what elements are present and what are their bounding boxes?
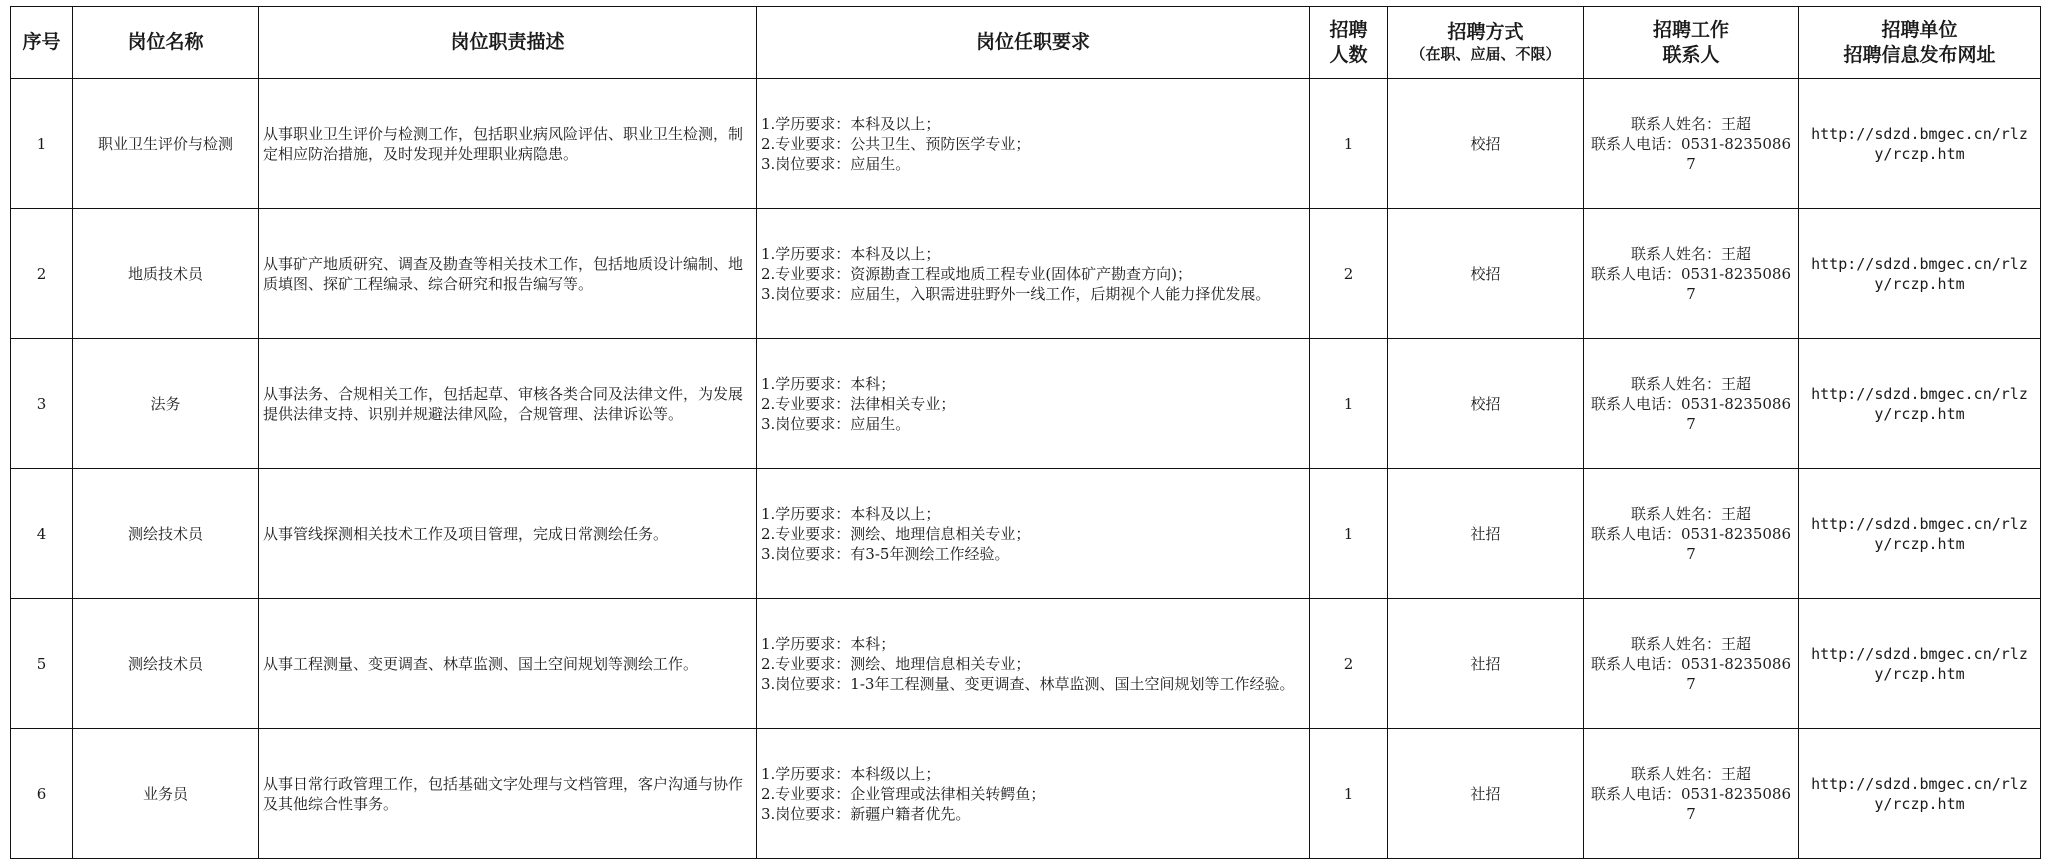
cell-position: 测绘技术员 [73, 599, 259, 729]
cell-requirements [757, 729, 1310, 859]
header-position: 岗位名称 [73, 7, 259, 79]
contact-phone: 联系人电话：0531-82350867 [1590, 784, 1792, 823]
contact-phone: 联系人电话：0531-82350867 [1590, 134, 1792, 173]
contact-phone: 联系人电话：0531-82350867 [1590, 524, 1792, 563]
cell-duties: 从事法务、合规相关工作，包括起草、审核各类合同及法律文件，为发展提供法律支持、识别并规避法律风险，合规管理、法律诉讼等。 [259, 339, 757, 469]
requirement-item: 1.学历要求：本科； [761, 374, 896, 393]
cell-duties: 从事工程测量、变更调查、林草监测、国土空间规划等测绘工作。 [259, 599, 757, 729]
cell-position: 测绘技术员 [73, 469, 259, 599]
requirement-item: 3.岗位要求：应届生。 [761, 414, 911, 433]
requirement-item: 1.学历要求：本科及以上； [761, 504, 941, 523]
contact-name: 联系人姓名：王超 [1630, 374, 1751, 393]
recruitment-table [10, 6, 2041, 859]
cell-contact [1584, 599, 1799, 729]
contact-name: 联系人姓名：王超 [1630, 504, 1751, 523]
contact-name: 联系人姓名：王超 [1630, 634, 1751, 653]
cell-seq: 1 [11, 79, 73, 209]
cell-duties: 从事职业卫生评价与检测工作，包括职业病风险评估、职业卫生检测，制定相应防治措施，及时发现并处理职业病隐患。 [259, 79, 757, 209]
cell-method: 社招 [1388, 729, 1584, 859]
cell-seq: 6 [11, 729, 73, 859]
cell-method: 社招 [1388, 469, 1584, 599]
cell-count: 1 [1310, 339, 1388, 469]
header-count [1310, 7, 1388, 79]
cell-contact [1584, 339, 1799, 469]
header-seq: 序号 [11, 7, 73, 79]
cell-seq: 5 [11, 599, 73, 729]
table-row [11, 729, 2041, 859]
cell-contact [1584, 469, 1799, 599]
header-duties: 岗位职责描述 [259, 7, 757, 79]
requirement-item: 1.学历要求：本科及以上； [761, 244, 941, 263]
header-row [11, 7, 2041, 79]
table-row [11, 79, 2041, 209]
cell-seq: 4 [11, 469, 73, 599]
cell-contact [1584, 729, 1799, 859]
contact-phone: 联系人电话：0531-82350867 [1590, 654, 1792, 693]
table-row [11, 209, 2041, 339]
contact-name: 联系人姓名：王超 [1630, 764, 1751, 783]
cell-url[interactable]: http://sdzd.bmgec.cn/rlzy/rczp.htm [1799, 469, 2041, 599]
contact-phone: 联系人电话：0531-82350867 [1590, 264, 1792, 303]
requirement-item: 2.专业要求：法律相关专业； [761, 394, 956, 413]
cell-duties: 从事矿产地质研究、调查及勘查等相关技术工作，包括地质设计编制、地质填图、探矿工程编录、综合研究和报告编写等。 [259, 209, 757, 339]
cell-method: 校招 [1388, 209, 1584, 339]
requirement-item: 2.专业要求：公共卫生、预防医学专业； [761, 134, 1031, 153]
header-method-line2: （在职、应届、不限） [1410, 45, 1561, 64]
header-contact-line1: 招聘工作 [1652, 18, 1729, 41]
cell-method: 校招 [1388, 79, 1584, 209]
header-contact-line2: 联系人 [1662, 43, 1720, 66]
cell-url[interactable]: http://sdzd.bmgec.cn/rlzy/rczp.htm [1799, 339, 2041, 469]
contact-phone: 联系人电话：0531-82350867 [1590, 394, 1792, 433]
cell-duties: 从事日常行政管理工作，包括基础文字处理与文档管理，客户沟通与协作及其他综合性事务。 [259, 729, 757, 859]
cell-requirements [757, 339, 1310, 469]
table-row [11, 599, 2041, 729]
header-count-line1: 招聘 [1329, 18, 1368, 41]
cell-url[interactable]: http://sdzd.bmgec.cn/rlzy/rczp.htm [1799, 729, 2041, 859]
requirement-item: 3.岗位要求：应届生，入职需进驻野外一线工作，后期视个人能力择优发展。 [761, 284, 1271, 303]
contact-name: 联系人姓名：王超 [1630, 244, 1751, 263]
requirement-item: 3.岗位要求：1-3年工程测量、变更调查、林草监测、国土空间规划等工作经验。 [761, 674, 1295, 693]
requirement-item: 2.专业要求：测绘、地理信息相关专业； [761, 524, 1031, 543]
cell-count: 2 [1310, 209, 1388, 339]
requirement-item: 2.专业要求：企业管理或法律相关转鳄鱼； [761, 784, 1046, 803]
requirement-item: 2.专业要求：测绘、地理信息相关专业； [761, 654, 1031, 673]
header-method [1388, 7, 1584, 79]
requirement-item: 1.学历要求：本科； [761, 634, 896, 653]
cell-position: 地质技术员 [73, 209, 259, 339]
header-requirements: 岗位任职要求 [757, 7, 1310, 79]
cell-seq: 2 [11, 209, 73, 339]
requirement-item: 3.岗位要求：有3-5年测绘工作经验。 [761, 544, 1010, 563]
cell-url[interactable]: http://sdzd.bmgec.cn/rlzy/rczp.htm [1799, 209, 2041, 339]
cell-url[interactable]: http://sdzd.bmgec.cn/rlzy/rczp.htm [1799, 599, 2041, 729]
cell-position: 职业卫生评价与检测 [73, 79, 259, 209]
cell-contact [1584, 209, 1799, 339]
requirement-item: 1.学历要求：本科及以上； [761, 114, 941, 133]
header-method-line1: 招聘方式 [1447, 21, 1524, 44]
header-contact [1584, 7, 1799, 79]
cell-url[interactable]: http://sdzd.bmgec.cn/rlzy/rczp.htm [1799, 79, 2041, 209]
cell-count: 1 [1310, 469, 1388, 599]
requirement-item: 3.岗位要求：应届生。 [761, 154, 911, 173]
cell-position: 法务 [73, 339, 259, 469]
requirement-item: 1.学历要求：本科级以上； [761, 764, 941, 783]
cell-requirements [757, 209, 1310, 339]
cell-count: 2 [1310, 599, 1388, 729]
cell-requirements [757, 469, 1310, 599]
cell-duties: 从事管线探测相关技术工作及项目管理，完成日常测绘任务。 [259, 469, 757, 599]
cell-contact [1584, 79, 1799, 209]
requirement-item: 3.岗位要求：新疆户籍者优先。 [761, 804, 971, 823]
header-site-line1: 招聘单位 [1881, 18, 1958, 41]
cell-count: 1 [1310, 79, 1388, 209]
cell-count: 1 [1310, 729, 1388, 859]
header-site-line2: 招聘信息发布网址 [1843, 43, 1996, 66]
cell-seq: 3 [11, 339, 73, 469]
cell-position: 业务员 [73, 729, 259, 859]
contact-name: 联系人姓名：王超 [1630, 114, 1751, 133]
header-site [1799, 7, 2041, 79]
header-count-line2: 人数 [1329, 43, 1368, 66]
requirement-item: 2.专业要求：资源勘查工程或地质工程专业(固体矿产勘查方向)； [761, 264, 1193, 283]
cell-requirements [757, 79, 1310, 209]
cell-method: 社招 [1388, 599, 1584, 729]
table-row [11, 469, 2041, 599]
cell-method: 校招 [1388, 339, 1584, 469]
table-row [11, 339, 2041, 469]
cell-requirements [757, 599, 1310, 729]
